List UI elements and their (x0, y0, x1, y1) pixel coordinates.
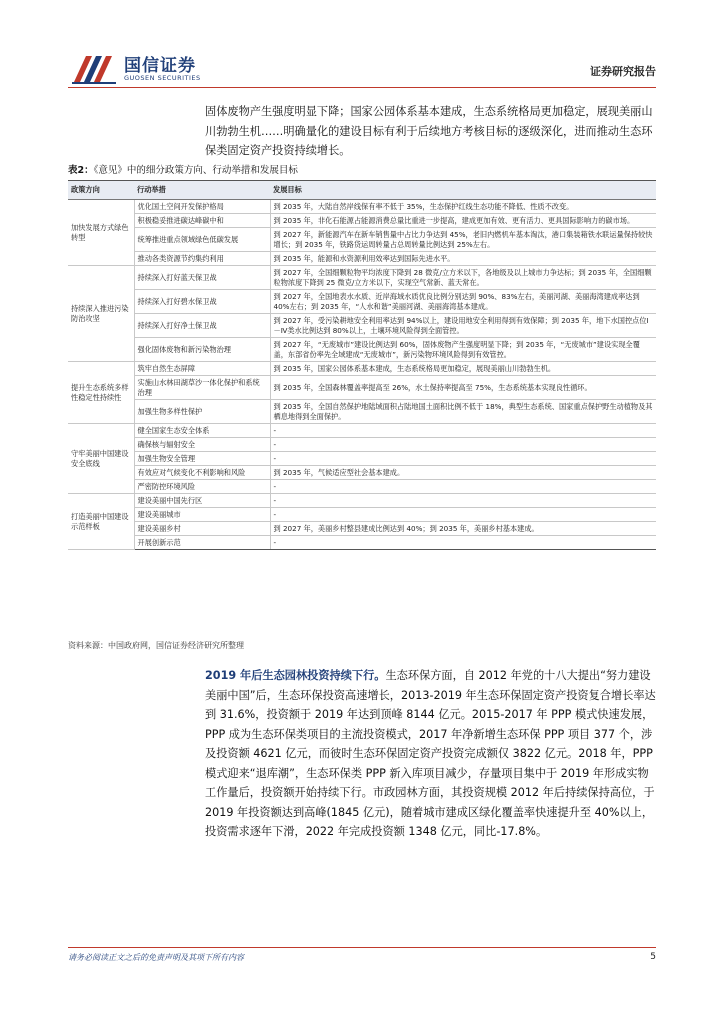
table-number: 表2： (68, 165, 94, 176)
guosen-logo-icon (70, 52, 118, 86)
table-row (68, 522, 656, 536)
table-row (68, 214, 656, 228)
goal-cell: - (270, 438, 656, 452)
action-cell: 严密防控环境风险 (134, 480, 270, 494)
body-paragraph (205, 666, 657, 842)
table-row (68, 338, 656, 362)
header-policy-direction: 政策方向 (68, 181, 134, 200)
goal-cell: 到 2027 年，全国地表水水质、近岸海域水质优良比例分别达到 90%、83%左右，美丽河湖、美丽海湾建成率达到 40%左右；到 2035 年，“人水和谐”美丽河湖、美丽海湾基本建成。 (270, 290, 656, 314)
table-row (68, 252, 656, 266)
logo-company-name-en: GUOSEN SECURITIES (124, 74, 201, 82)
table-row (68, 452, 656, 466)
policy-table (68, 180, 656, 550)
action-cell: 统筹推进重点领域绿色低碳发展 (134, 228, 270, 252)
action-cell: 有效应对气候变化不利影响和风险 (134, 466, 270, 480)
footer-divider (68, 947, 656, 948)
action-cell: 加强生物安全管理 (134, 452, 270, 466)
table-row (68, 480, 656, 494)
table-row (68, 424, 656, 438)
table-title-text: 《意见》中的细分政策方向、行动举措和发展目标 (93, 165, 298, 176)
action-cell: 建设美丽城市 (134, 508, 270, 522)
table-row (68, 494, 656, 508)
action-cell: 建设美丽乡村 (134, 522, 270, 536)
logo-company-name: 国信证券 (124, 56, 196, 76)
header-goal: 发展目标 (270, 181, 656, 200)
goal-cell: - (270, 536, 656, 550)
footer-disclaimer: 请务必阅读正文之后的免责声明及其项下所有内容 (68, 953, 244, 962)
goal-cell: 到 2035 年，国家公园体系基本建成，生态系统格局更加稳定，展现美丽山川勃勃生机。 (270, 362, 656, 376)
body-paragraph-lead: 2019 年后生态园林投资持续下行。 (205, 669, 386, 682)
goal-cell: - (270, 494, 656, 508)
action-cell: 加强生物多样性保护 (134, 400, 270, 424)
table-row (68, 536, 656, 550)
policy-table-body (68, 200, 656, 550)
goal-cell: - (270, 452, 656, 466)
table-row (68, 266, 656, 290)
action-cell: 实施山水林田湖草沙一体化保护和系统治理 (134, 376, 270, 400)
goal-cell: 到 2035 年，全国自然保护地陆域面积占陆地国土面积比例不低于 18%，典型生态系统、国家重点保护野生动植物及其栖息地得到全面保护。 (270, 400, 656, 424)
goal-cell: 到 2027 年，全国细颗粒物平均浓度下降到 28 微克/立方米以下，各地级及以上城市力争达标；到 2035 年，全国细颗粒物浓度下降到 25 微克/立方米以下，实现空气常新、蓝天常在。 (270, 266, 656, 290)
table-row (68, 376, 656, 400)
goal-cell: - (270, 508, 656, 522)
goal-cell: 到 2035 年，全国森林覆盖率提高至 26%，水土保持率提高至 75%，生态系统基本实现良性循环。 (270, 376, 656, 400)
table-row (68, 466, 656, 480)
goal-cell: 到 2027 年，“无废城市”建设比例达到 60%，固体废物产生强度明显下降；到 2035 年，“无废城市”建设实现全覆盖，东部省份率先全域建成“无废城市”，新污染物环境风险得到有效管控。 (270, 338, 656, 362)
action-cell: 持续深入打好净土保卫战 (134, 314, 270, 338)
table-row (68, 362, 656, 376)
table-row (68, 290, 656, 314)
policy-direction-cell: 提升生态系统多样性稳定性持续性 (68, 362, 134, 424)
action-cell: 持续深入打好蓝天保卫战 (134, 266, 270, 290)
policy-direction-cell: 加快发展方式绿色转型 (68, 200, 134, 266)
goal-cell: 到 2027 年，受污染耕地安全利用率达到 94%以上，建设用地安全利用得到有效保障；到 2035 年，地下水国控点位Ⅰ－Ⅳ类水比例达到 80%以上，土壤环境风险得到全面管控。 (270, 314, 656, 338)
goal-cell: - (270, 480, 656, 494)
action-cell: 积极稳妥推进碳达峰碳中和 (134, 214, 270, 228)
action-cell: 强化固体废物和新污染物治理 (134, 338, 270, 362)
table-row (68, 314, 656, 338)
table-row (68, 438, 656, 452)
intro-paragraph: 固体废物产生强度明显下降；国家公园体系基本建成，生态系统格局更加稳定，展现美丽山川勃勃生机……明确量化的建设目标有利于后续地方考核目标的逐级深化，进而推动生态环保类固定资产投资持续增长。 (205, 105, 653, 157)
table-row (68, 200, 656, 214)
goal-cell: 到 2035 年，气候适应型社会基本建成。 (270, 466, 656, 480)
policy-direction-cell: 打造美丽中国建设示范样板 (68, 494, 134, 550)
goal-cell: 到 2035 年，能源和水资源利用效率达到国际先进水平。 (270, 252, 656, 266)
table-row (68, 228, 656, 252)
goal-cell: 到 2035 年，非化石能源占能源消费总量比重进一步提高，建成更加有效、更有活力、更具国际影响力的碳市场。 (270, 214, 656, 228)
page-number: 5 (650, 952, 656, 962)
header-divider (68, 87, 656, 88)
policy-direction-cell: 守牢美丽中国建设安全底线 (68, 424, 134, 494)
table-header-row (68, 181, 656, 200)
body-paragraph-text: 生态环保方面，自 2012 年党的十八大提出“努力建设美丽中国”后，生态环保投资高速增长，2013-2019 年生态环保固定资产投资复合增长率达到 31.6%，投资额于 2019 年达到顶峰 8144 亿元。2015-2017 年 PPP 模式快速发展，PPP 成为生态环保类项目的主流投资模式，2017 年净新增生态环保 PPP 项目 377 个，涉及投资额 4621 亿元，而彼时生态环保固定资产投资完成额仅 3822 亿元。2018 年，PPP 模式迎来“退库潮”，生态环保类 PPP 新入库项目减少，存量项目集中于 2019 年形成实物工作量后，投资额开始持续下行。市政园林方面，其投资规模 2012 年后持续保持高位，于 2019 年投资额达到高峰(1845 亿元)，随着城市建成区绿化覆盖率快速提升至 40%以上，投资需求逐年下滑，2022 年完成投资额 1348 亿元，同比-17.8%。 (205, 669, 656, 838)
goal-cell: 到 2035 年，大陆自然岸线保有率不低于 35%，生态保护红线生态功能不降低、性质不改变。 (270, 200, 656, 214)
policy-direction-cell: 持续深入推进污染防治攻坚 (68, 266, 134, 362)
header-action: 行动举措 (134, 181, 270, 200)
table-source: 资料来源：中国政府网，国信证券经济研究所整理 (68, 641, 244, 650)
goal-cell: 到 2027 年，美丽乡村整县建成比例达到 40%；到 2035 年，美丽乡村基本建成。 (270, 522, 656, 536)
goal-cell: 到 2027 年，新能源汽车在新车销售量中占比力争达到 45%，老旧内燃机车基本淘汰，港口集装箱铁水联运量保持较快增长；到 2035 年，铁路货运周转量占总周转量比例达到 25%左右。 (270, 228, 656, 252)
action-cell: 确保核与辐射安全 (134, 438, 270, 452)
table-row (68, 400, 656, 424)
page-header (0, 0, 724, 100)
report-type-label: 证券研究报告 (590, 65, 656, 78)
action-cell: 建设美丽中国先行区 (134, 494, 270, 508)
goal-cell: - (270, 424, 656, 438)
table-row (68, 508, 656, 522)
table-title (68, 162, 298, 176)
action-cell: 筑牢自然生态屏障 (134, 362, 270, 376)
action-cell: 健全国家生态安全体系 (134, 424, 270, 438)
action-cell: 开展创新示范 (134, 536, 270, 550)
action-cell: 推动各类资源节约集约利用 (134, 252, 270, 266)
action-cell: 优化国土空间开发保护格局 (134, 200, 270, 214)
action-cell: 持续深入打好碧水保卫战 (134, 290, 270, 314)
